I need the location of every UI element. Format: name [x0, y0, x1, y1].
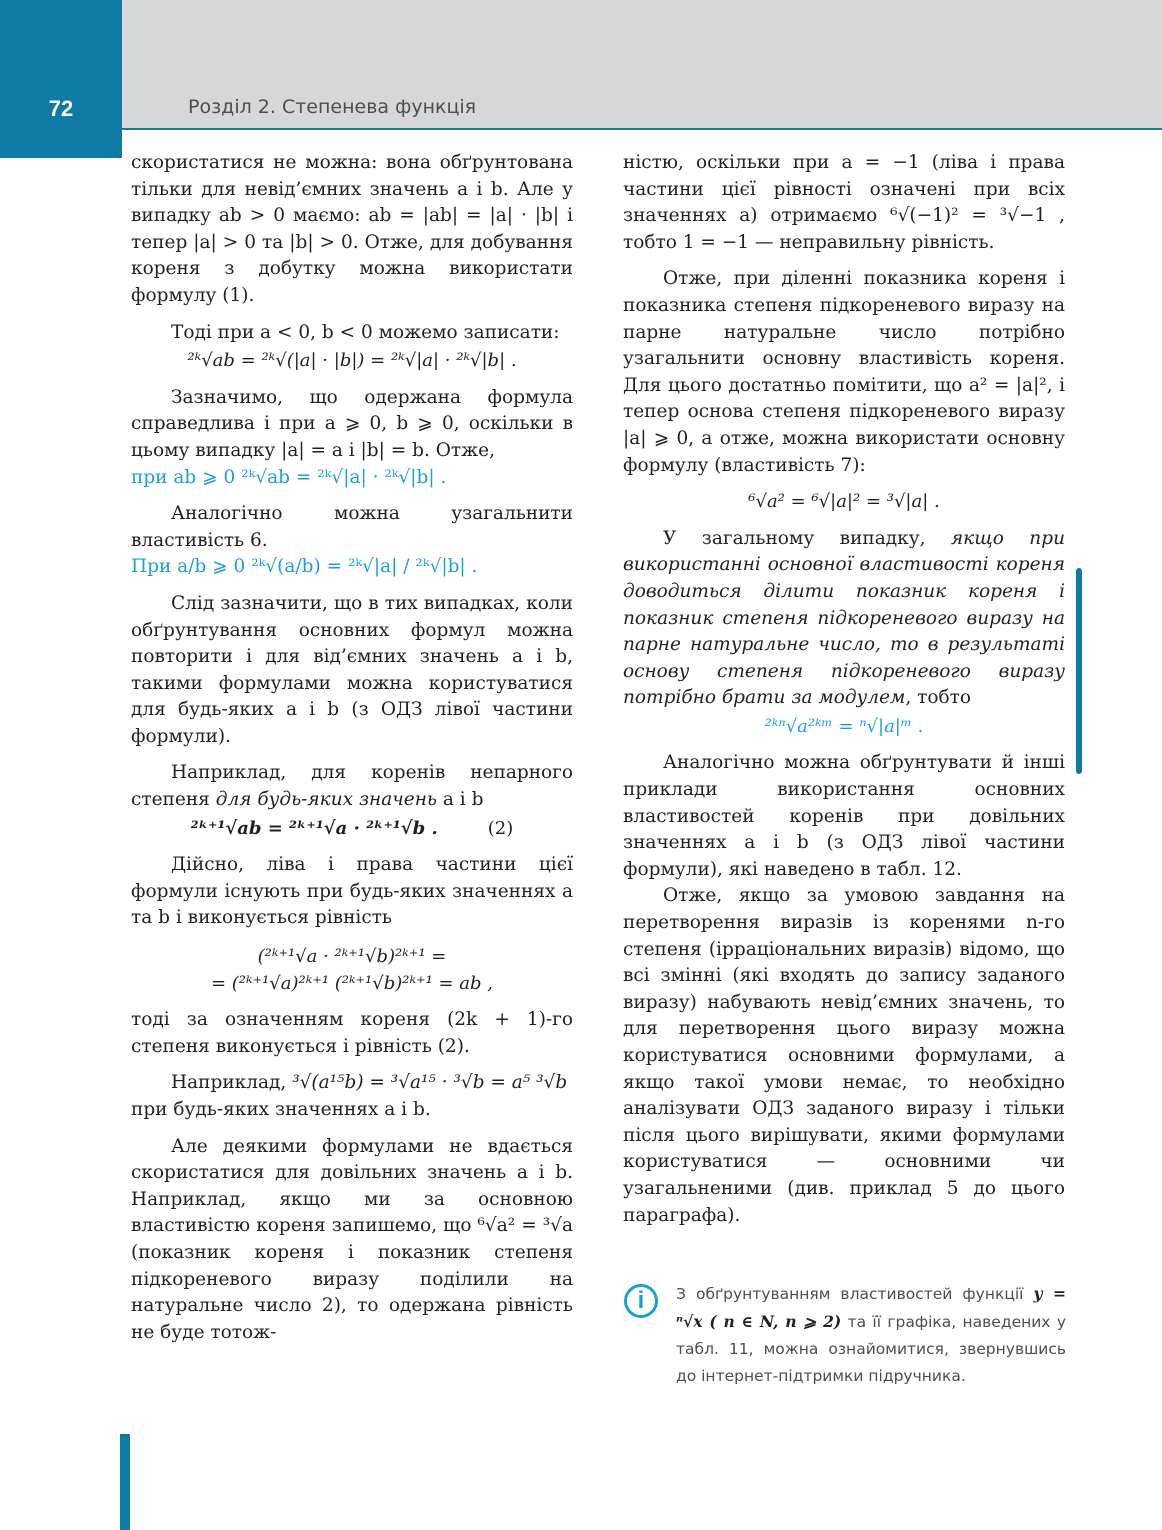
formula: ⁶√a² = ⁶√|a|² = ³√|a| .: [748, 491, 940, 513]
formula-line: (²ᵏ⁺¹√a · ²ᵏ⁺¹√b)²ᵏ⁺¹ =: [257, 946, 447, 968]
paragraph: при будь-яких значеннях a і b.: [131, 1099, 431, 1120]
left-margin-strip: [120, 1434, 130, 1530]
info-note: [676, 1280, 1066, 1390]
paragraph: У загальному випадку, якщо при використанні основної властивості кореня доводиться ділити показник кореня і показник степеня підкореневого виразу на парне натуральне число, то в результаті основу степеня підкореневого виразу потрібно брати за модулем, тобто: [623, 527, 1065, 709]
info-note-text: З обґрунтуванням властивостей функції: [676, 1285, 1024, 1303]
info-note-formula: y = ⁿ√x ( n ∈ N, n ⩾ 2): [676, 1284, 1066, 1331]
paragraph: Отже, при діленні показника кореня і показника степеня підкореневого виразу на парне натуральне число потрібно узагальнити основну властивість кореня. Для цього достатньо помітити, що a² = |a|², і тепер основа степеня підкореневого виразу |a| ⩾ 0, а отже, можна використати основну формулу (властивість 7):: [623, 268, 1065, 476]
paragraph: Наприклад, ³√(a¹⁵b) = ³√a¹⁵ · ³√b = a⁵ ³√b: [171, 1072, 568, 1094]
paragraph: Отже, якщо за умовою завдання на перетворення виразів із коренями n-го степеня (ірраціональних виразів) відомо, що всі змінні (які входять до запису заданого виразу) набувають невід’ємних значень, то для перетворення цього виразу можна користуватися основними формулами, а якщо такої умови немає, то необхідно аналізувати ОДЗ заданого виразу і тільки після цього вирішувати, якими формулами користуватися — основними чи узагальненими (див. приклад 5 до цього параграфа).: [623, 885, 1065, 1226]
paragraph: Аналогічно можна обґрунтувати й інші приклади використання основних властивостей коренів при довільних значеннях a і b (з ОДЗ лівої частини формули), які наведено в табл. 12.: [623, 752, 1065, 880]
highlighted-formula: ²ᵏⁿ√a²ᵏᵐ = ⁿ√|a|ᵐ .: [764, 715, 924, 737]
paragraph: Тоді при a < 0, b < 0 можемо записати:: [171, 321, 560, 343]
paragraph: скористатися не можна: вона обґрунтована тільки для невід’ємних значень a і b. Але у випадку ab > 0 маємо: ab = |ab| = |a| · |b| і тепер |a| > 0 та |b| > 0. Отже, для добування кореня з добутку можна використати формулу (1).: [131, 152, 573, 306]
formula: [131, 944, 573, 997]
paragraph: Дійсно, ліва і права частини цієї формули існують при будь-яких значеннях a та b і виконується рівність: [131, 854, 573, 929]
paragraph: Наприклад, для коренів непарного степеня для будь-яких значень a і b: [131, 762, 573, 811]
page-number: 72: [48, 96, 74, 121]
paragraph: Але деякими формулами не вдається скористатися для довільних значень a і b. Наприклад, якщо ми за основною властивістю кореня запишемо, що ⁶√a² = ³√a (показник кореня і показник степеня підкореневого виразу поділили на натуральне число 2), то одержана рівність не буде тотож-: [131, 1135, 573, 1343]
paragraph: Зазначимо, що одержана формула справедлива і при a ⩾ 0, b ⩾ 0, оскільки в цьому випадку |a| = a і |b| = b. Отже,: [131, 386, 573, 461]
formula: ²ᵏ⁺¹√ab = ²ᵏ⁺¹√a · ²ᵏ⁺¹√b . (2): [190, 817, 514, 839]
section-title: Розділ 2. Степенева функція: [188, 96, 477, 118]
page-number-tab: [0, 0, 122, 158]
paragraph: тоді за означенням кореня (2k + 1)-го степеня виконується і рівність (2).: [131, 1009, 573, 1057]
highlighted-formula: При a/b ⩾ 0 ²ᵏ√(a/b) = ²ᵏ√|a| / ²ᵏ√|b| .: [131, 556, 478, 578]
formula: ²ᵏ√ab = ²ᵏ√(|a| · |b|) = ²ᵏ√|a| · ²ᵏ√|b| .: [187, 350, 517, 372]
paragraph: Слід зазначити, що в тих випадках, коли обґрунтування основних формул можна повторити і для від’ємних значень a і b, такими формулами можна користуватися для будь-яких a і b (з ОДЗ лівої частини формули).: [131, 592, 573, 747]
paragraph: Аналогічно можна узагальнити властивість 6.: [131, 503, 573, 551]
highlight-rule-bar: [1076, 568, 1082, 774]
highlighted-formula: при ab ⩾ 0 ²ᵏ√ab = ²ᵏ√|a| · ²ᵏ√|b| .: [131, 466, 447, 488]
info-note-text: та її графіка, наведених у табл. 11, можна ознайомитися, звернувшись до інтернет-підтримки підручника.: [676, 1313, 1066, 1385]
info-icon: i: [624, 1284, 658, 1318]
paragraph: ністю, оскільки при a = −1 (ліва і права частини цієї рівності означені при всіх значеннях a) отримаємо ⁶√(−1)² = ³√−1 , тобто 1 = −1 — неправильну рівність.: [623, 152, 1065, 253]
formula-line: = (²ᵏ⁺¹√a)²ᵏ⁺¹ (²ᵏ⁺¹√b)²ᵏ⁺¹ = ab ,: [210, 972, 494, 994]
header-band: [0, 0, 1162, 130]
right-column: [623, 150, 1065, 1239]
left-column: [131, 150, 573, 1356]
